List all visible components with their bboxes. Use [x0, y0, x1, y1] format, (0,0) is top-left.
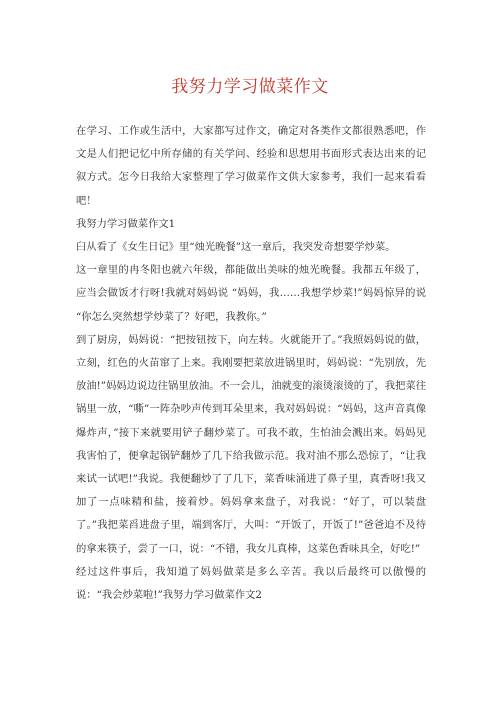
body-paragraph: 臼从看了《女生日记》里“烛光晚餐”这一章后，我突发奇想要学炒菜。 [76, 241, 396, 254]
document-title: 我努力学习做菜作文 [171, 77, 329, 97]
document-body [76, 120, 426, 607]
section-heading: 我努力学习做菜作文1 [76, 217, 176, 230]
intro-paragraph: 在学习、工作或生活中，大家都写过作文，确定对各类作文都很熟悉吧，作文是人们把记忆中所存储的有关学问、经验和思想用书面形式表达出来的记叙方式。怎今日我给大家整理了学习做菜作文供大家参考，我们一起来看看吧！ [76, 125, 426, 207]
body-paragraph: 到了厨房，妈妈说：“把按钮按下，向左转。火就能开了。”我照妈妈说的做，立刻，红色的火苗窜了上来。我刚要把菜放进锅里时，妈妈说：“先别放，先放油!”妈妈边说边往锅里放油。不一会儿，油就变的滚烫滚烫的了，我把菜往锅里一放，“嘶”一阵杂吵声传到耳朵里来，我对妈妈说：“妈妈，这声音真像爆炸声，”接下来就要用铲子翻炒菜了。可我不敢，生怕油会溅出来。妈妈见我害怕了，便拿起锅铲翻炒了几下给我做示范。我对油不那么恐惊了，“让我来试一试吧!”我说。我便翻炒了了几下，菜香味涌进了鼻子里，真香呀!我又加了一点味精和盐，接着炒。妈妈拿来盘子，对我说：“好了，可以装盘了。”我把菜舀进盘子里，端到客厅，大叫：“开饭了，开饭了!”爸爸迫不及待的拿来筷子，尝了一口，说：“不错，我女儿真棒，这菜色香味具全，好吃!” [76, 333, 426, 555]
body-paragraph: 经过这件事后，我知道了妈妈做菜是多么辛苦。我以后最终可以傲慢的说：“我会炒菜啦!”我努力学习做菜作文2 [76, 565, 426, 602]
body-paragraph: 这一章里的冉冬阳也就六年级，都能做出美味的烛光晚餐。我都五年级了，应当会做饭才行呀!我就对妈妈说 “妈妈，我……我想学炒菜!”妈妈惊异的说 “你怎么突然想学炒菜了？好吧，我教你。” [76, 264, 426, 323]
